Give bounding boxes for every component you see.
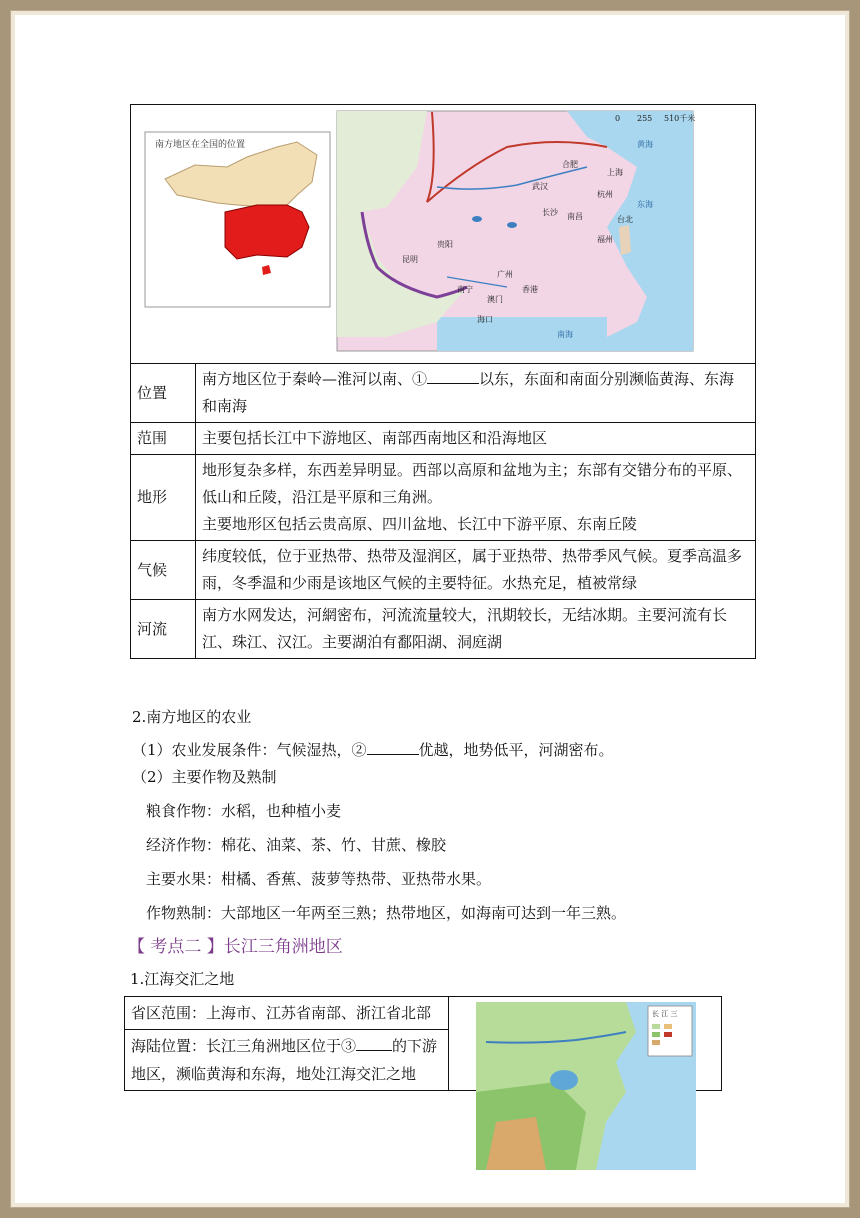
svg-text:贵阳: 贵阳 [437, 240, 453, 249]
row-terrain [131, 455, 756, 541]
row-position [131, 364, 756, 423]
kaodian-heading: 【 考点二 】长江三角洲地区 [128, 937, 343, 957]
svg-text:南昌: 南昌 [567, 212, 583, 221]
svg-text:南宁: 南宁 [457, 285, 473, 294]
map-row [131, 105, 756, 364]
answer-blank-3[interactable] [356, 1034, 392, 1051]
south-region-shape [225, 205, 309, 259]
svg-text:南海: 南海 [557, 330, 573, 339]
svg-text:杭州: 杭州 [597, 190, 613, 199]
south-china-maps [137, 107, 749, 352]
yrd-map [476, 1002, 696, 1170]
row-content: 南方水网发达，河網密布，河流流量较大，汛期较长，无结冰期。主要河流有长江、珠江、汉江。主要湖泊有鄱阳湖、洞庭湖 [196, 600, 756, 659]
row-label: 位置 [131, 364, 196, 423]
row-label: 范围 [131, 423, 196, 455]
answer-blank-1[interactable] [427, 367, 479, 384]
svg-text:黄海: 黄海 [637, 140, 653, 149]
svg-text:长沙: 长沙 [542, 208, 558, 217]
crops-heading: （2）主要作物及熟制 [132, 768, 277, 786]
svg-text:合肥: 合肥 [562, 160, 578, 169]
grain-crops: 粮食作物：水稻，也种植小麦 [146, 802, 342, 820]
svg-text:上海: 上海 [607, 168, 623, 177]
svg-text:香港: 香港 [522, 285, 538, 294]
lake-poyang [507, 222, 517, 228]
row-content: 南方地区位于秦岭—淮河以南、① 以东，东面和南面分别濒临黄海、东海和南海 [196, 364, 756, 423]
agri-heading: 2.南方地区的农业 [132, 708, 252, 726]
agri-condition: （1）农业发展条件：气候湿热，② 优越，地势低平，河湖密布。 [132, 738, 614, 760]
svg-text:255: 255 [637, 114, 653, 123]
svg-text:510千米: 510千米 [664, 114, 696, 123]
cropping-system: 作物熟制：大部地区一年两至三熟；热带地区，如海南可达到一年三熟。 [146, 904, 627, 922]
south-sea-area [437, 317, 607, 351]
yrd-province: 省区范围：上海市、江苏省南部、浙江省北部 [125, 997, 449, 1030]
cash-crops: 经济作物：棉花、油菜、茶、竹、甘蔗、橡胶 [146, 836, 447, 854]
legend-title: 长 江 三 [652, 1010, 678, 1018]
answer-blank-2[interactable] [367, 738, 419, 755]
svg-text:东海: 东海 [637, 200, 653, 209]
row-content: 地形复杂多样，东西差异明显。西部以高原和盆地为主；东部有交错分布的平原、低山和丘陵，沿江是平原和三角洲。 主要地形区包括云贵高原、四川盆地、长江中下游平原、东南丘陵 [196, 455, 756, 541]
row-climate [131, 541, 756, 600]
svg-text:澳门: 澳门 [487, 295, 503, 304]
row-content: 主要包括长江中下游地区、南部西南地区和沿海地区 [196, 423, 756, 455]
taiwan-shape [619, 225, 631, 255]
svg-text:0: 0 [615, 114, 621, 123]
south-region-table [130, 104, 756, 659]
lake-dongting [472, 216, 482, 222]
row-extent [131, 423, 756, 455]
inset-title: 南方地区在全国的位置 [155, 140, 246, 150]
svg-text:福州: 福州 [597, 235, 613, 244]
svg-text:武汉: 武汉 [532, 182, 548, 191]
taihu-lake [550, 1070, 578, 1090]
row-label: 河流 [131, 600, 196, 659]
svg-text:海口: 海口 [477, 315, 493, 324]
row-label: 地形 [131, 455, 196, 541]
svg-text:昆明: 昆明 [402, 255, 418, 264]
yrd-heading: 1.江海交汇之地 [130, 970, 235, 988]
row-rivers [131, 600, 756, 659]
row-label: 气候 [131, 541, 196, 600]
row-content: 纬度较低，位于亚热带、热带及湿润区，属于亚热带、热带季风气候。夏季高温多雨，冬季温和少雨是该地区气候的主要特征。水热充足，植被常绿 [196, 541, 756, 600]
svg-text:台北: 台北 [617, 215, 633, 224]
svg-text:广州: 广州 [497, 270, 513, 279]
main-fruits: 主要水果：柑橘、香蕉、菠萝等热带、亚热带水果。 [146, 870, 492, 888]
yrd-sea-position: 海陆位置：长江三角洲地区位于③ 的下游地区，濒临黄海和东海，地处江海交汇之地 [125, 1030, 449, 1091]
